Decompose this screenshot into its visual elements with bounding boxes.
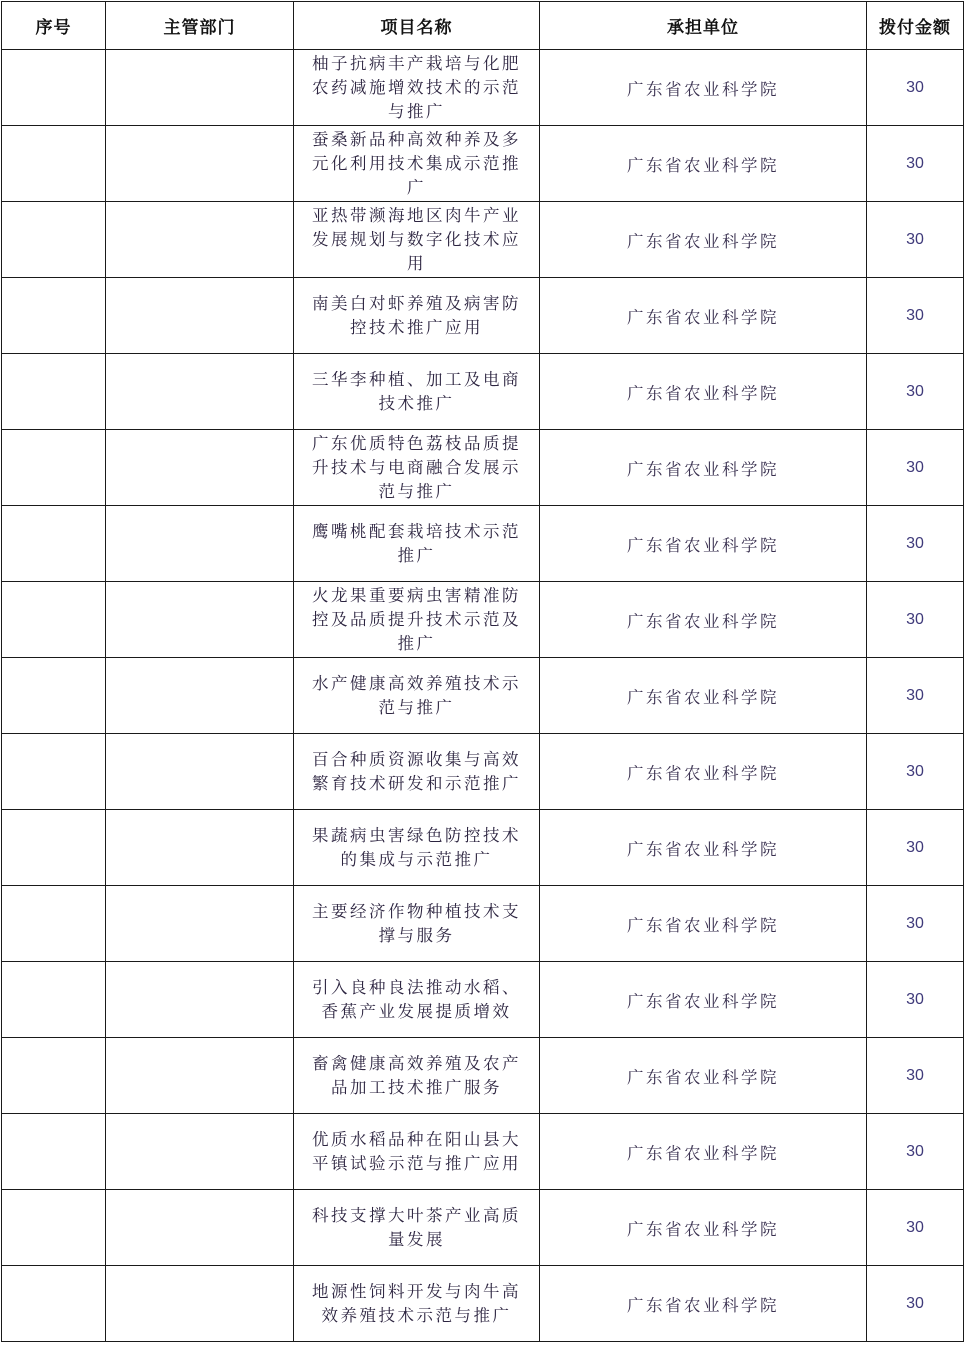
cell-project-name: 广东优质特色荔枝品质提升技术与电商融合发展示范与推广	[294, 430, 540, 506]
cell-no	[2, 278, 106, 354]
table-row	[2, 430, 964, 506]
table-row	[2, 658, 964, 734]
cell-dept	[106, 1038, 294, 1114]
cell-dept	[106, 354, 294, 430]
cell-dept	[106, 582, 294, 658]
cell-no	[2, 50, 106, 126]
cell-amount: 30	[867, 1038, 964, 1114]
table-row	[2, 278, 964, 354]
cell-no	[2, 886, 106, 962]
cell-dept	[106, 810, 294, 886]
cell-dept	[106, 278, 294, 354]
table-row	[2, 126, 964, 202]
cell-project-name: 科技支撑大叶茶产业高质量发展	[294, 1190, 540, 1266]
funding-table	[1, 1, 964, 1342]
cell-dept	[106, 1114, 294, 1190]
cell-org: 广东省农业科学院	[540, 886, 867, 962]
cell-org: 广东省农业科学院	[540, 506, 867, 582]
cell-dept	[106, 202, 294, 278]
cell-project-name: 百合种质资源收集与高效繁育技术研发和示范推广	[294, 734, 540, 810]
table-row	[2, 1114, 964, 1190]
cell-amount: 30	[867, 962, 964, 1038]
cell-org: 广东省农业科学院	[540, 1266, 867, 1342]
cell-org: 广东省农业科学院	[540, 962, 867, 1038]
cell-no	[2, 202, 106, 278]
table-row	[2, 886, 964, 962]
cell-dept	[106, 506, 294, 582]
cell-org: 广东省农业科学院	[540, 126, 867, 202]
cell-amount: 30	[867, 734, 964, 810]
cell-org: 广东省农业科学院	[540, 1114, 867, 1190]
cell-project-name: 引入良种良法推动水稻、香蕉产业发展提质增效	[294, 962, 540, 1038]
header-amount: 拨付金额	[867, 2, 964, 50]
cell-amount: 30	[867, 126, 964, 202]
table-row	[2, 734, 964, 810]
table-row	[2, 1266, 964, 1342]
cell-dept	[106, 430, 294, 506]
cell-project-name: 亚热带濒海地区肉牛产业发展规划与数字化技术应用	[294, 202, 540, 278]
table-row	[2, 354, 964, 430]
header-org: 承担单位	[540, 2, 867, 50]
cell-amount: 30	[867, 886, 964, 962]
table-row	[2, 1190, 964, 1266]
cell-org: 广东省农业科学院	[540, 278, 867, 354]
cell-project-name: 畜禽健康高效养殖及农产品加工技术推广服务	[294, 1038, 540, 1114]
cell-no	[2, 126, 106, 202]
cell-project-name: 鹰嘴桃配套栽培技术示范推广	[294, 506, 540, 582]
table-row	[2, 50, 964, 126]
cell-no	[2, 1190, 106, 1266]
cell-org: 广东省农业科学院	[540, 202, 867, 278]
cell-amount: 30	[867, 1266, 964, 1342]
cell-amount: 30	[867, 50, 964, 126]
cell-amount: 30	[867, 278, 964, 354]
table-row	[2, 202, 964, 278]
cell-project-name: 地源性饲料开发与肉牛高效养殖技术示范与推广	[294, 1266, 540, 1342]
cell-org: 广东省农业科学院	[540, 734, 867, 810]
cell-dept	[106, 886, 294, 962]
cell-org: 广东省农业科学院	[540, 354, 867, 430]
cell-org: 广东省农业科学院	[540, 430, 867, 506]
table-row	[2, 810, 964, 886]
cell-project-name: 果蔬病虫害绿色防控技术的集成与示范推广	[294, 810, 540, 886]
header-dept: 主管部门	[106, 2, 294, 50]
cell-dept	[106, 734, 294, 810]
table-row	[2, 1038, 964, 1114]
cell-no	[2, 1038, 106, 1114]
cell-project-name: 火龙果重要病虫害精准防控及品质提升技术示范及推广	[294, 582, 540, 658]
cell-no	[2, 354, 106, 430]
cell-amount: 30	[867, 430, 964, 506]
cell-no	[2, 962, 106, 1038]
header-project: 项目名称	[294, 2, 540, 50]
cell-no	[2, 658, 106, 734]
table-row	[2, 582, 964, 658]
table-row	[2, 962, 964, 1038]
cell-project-name: 南美白对虾养殖及病害防控技术推广应用	[294, 278, 540, 354]
cell-org: 广东省农业科学院	[540, 658, 867, 734]
cell-dept	[106, 658, 294, 734]
cell-no	[2, 1114, 106, 1190]
cell-org: 广东省农业科学院	[540, 1190, 867, 1266]
cell-project-name: 主要经济作物种植技术支撑与服务	[294, 886, 540, 962]
cell-amount: 30	[867, 810, 964, 886]
header-no: 序号	[2, 2, 106, 50]
cell-no	[2, 734, 106, 810]
cell-amount: 30	[867, 354, 964, 430]
cell-amount: 30	[867, 506, 964, 582]
cell-project-name: 优质水稻品种在阳山县大平镇试验示范与推广应用	[294, 1114, 540, 1190]
cell-dept	[106, 1190, 294, 1266]
cell-project-name: 三华李种植、加工及电商技术推广	[294, 354, 540, 430]
cell-dept	[106, 1266, 294, 1342]
cell-dept	[106, 962, 294, 1038]
cell-no	[2, 506, 106, 582]
cell-org: 广东省农业科学院	[540, 582, 867, 658]
cell-amount: 30	[867, 1114, 964, 1190]
cell-org: 广东省农业科学院	[540, 1038, 867, 1114]
cell-project-name: 柚子抗病丰产栽培与化肥农药减施增效技术的示范与推广	[294, 50, 540, 126]
cell-org: 广东省农业科学院	[540, 810, 867, 886]
table-body	[2, 50, 964, 1342]
cell-org: 广东省农业科学院	[540, 50, 867, 126]
cell-no	[2, 810, 106, 886]
cell-amount: 30	[867, 1190, 964, 1266]
cell-project-name: 水产健康高效养殖技术示范与推广	[294, 658, 540, 734]
cell-amount: 30	[867, 658, 964, 734]
cell-amount: 30	[867, 582, 964, 658]
cell-no	[2, 1266, 106, 1342]
cell-no	[2, 430, 106, 506]
cell-amount: 30	[867, 202, 964, 278]
table-row	[2, 506, 964, 582]
cell-project-name: 蚕桑新品种高效种养及多元化利用技术集成示范推广	[294, 126, 540, 202]
table-header-row	[2, 2, 964, 50]
cell-dept	[106, 126, 294, 202]
cell-no	[2, 582, 106, 658]
cell-dept	[106, 50, 294, 126]
